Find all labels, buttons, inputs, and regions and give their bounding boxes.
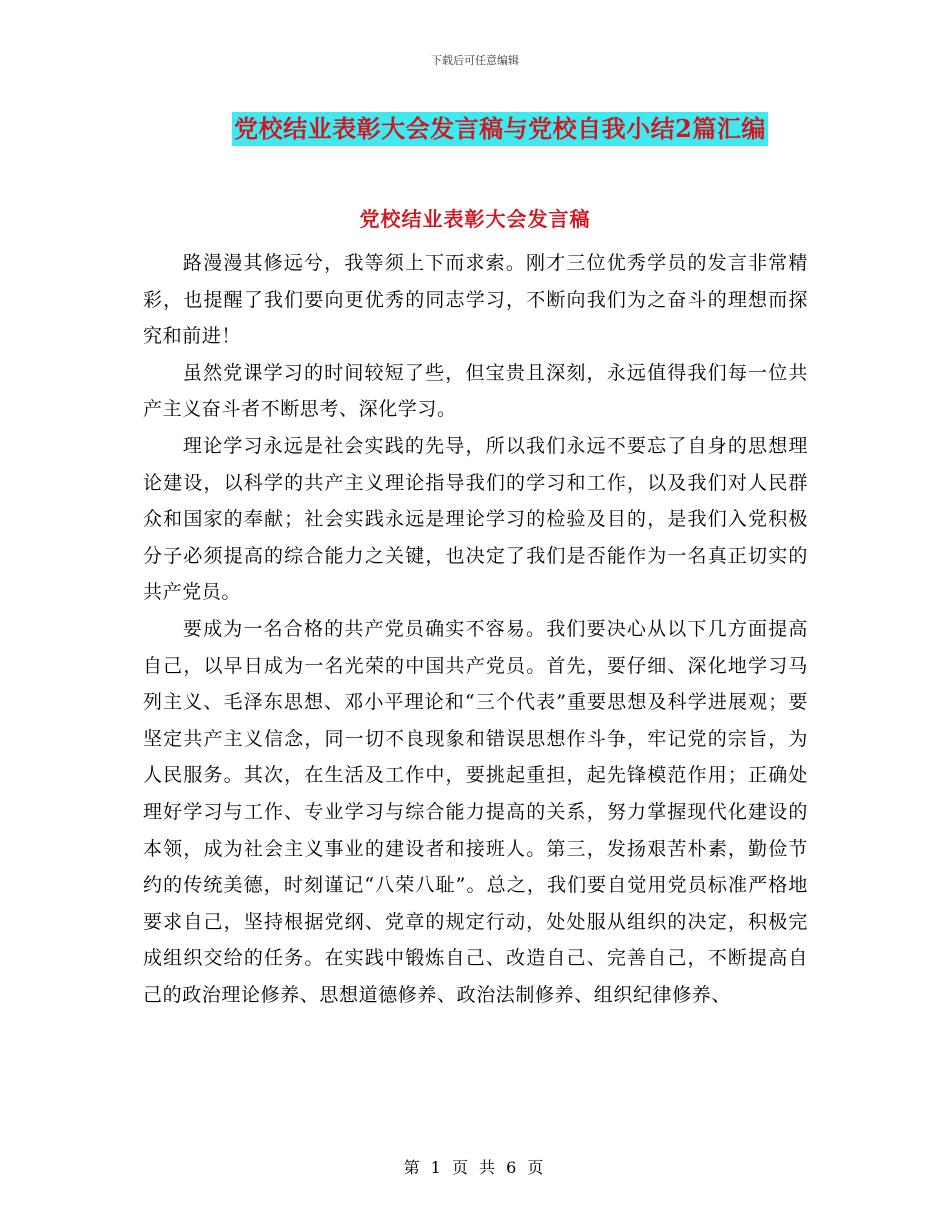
document-body (143, 245, 808, 1013)
document-title: 党校结业表彰大会发言稿与党校自我小结2篇汇编 (232, 112, 768, 146)
section-title: 党校结业表彰大会发言稿 (359, 207, 591, 231)
paragraph-1: 路漫漫其修远兮，我等须上下而求索。刚才三位优秀学员的发言非常精彩，也提醒了我们要向更优秀的同志学习，不断向我们为之奋斗的理想而探究和前进！ (143, 252, 808, 348)
document-title-container (0, 112, 950, 146)
paragraph-4: 要成为一名合格的共产党员确实不容易。我们要决心从以下几方面提高自己，以早日成为一名光荣的中国共产党员。首先，要仔细、深化地学习马列主义、毛泽东思想、邓小平理论和“三个代表”重要思想及科学进展观；要坚定共产主义信念，同一切不良现象和错误思想作斗争，牢记党的宗旨，为人民服务。其次，在生活及工作中，要挑起重担，起先锋模范作用；正确处理好学习与工作、专业学习与综合能力提高的关系，努力掌握现代化建设的本领，成为社会主义事业的建设者和接班人。第三，发扬艰苦朴素，勤俭节约的传统美德，时刻谨记“八荣八耻”。总之，我们要自觉用党员标准严格地要求自己，坚持根据党纲、党章的规定行动，处处服从组织的决定，积极完成组织交给的任务。在实践中锻炼自己、改造自己、完善自己，不断提高自己的政治理论修养、思想道德修养、政治法制修养、组织纪律修养、 (143, 617, 808, 1006)
page-header-note: 下载后可任意编辑 (431, 54, 519, 67)
page-number: 第 1 页 共 6 页 (403, 1158, 547, 1177)
paragraph-3: 理论学习永远是社会实践的先导，所以我们永远不要忘了自身的思想理论建设，以科学的共产主义理论指导我们的学习和工作，以及我们对人民群众和国家的奉献；社会实践永远是理论学习的检验及目的，是我们入党积极分子必须提高的综合能力之关键，也决定了我们是否能作为一名真正切实的共产党员。 (143, 434, 808, 604)
paragraph-2: 虽然党课学习的时间较短了些，但宝贵且深刻，永远值得我们每一位共产主义奋斗者不断思考、深化学习。 (143, 361, 808, 421)
